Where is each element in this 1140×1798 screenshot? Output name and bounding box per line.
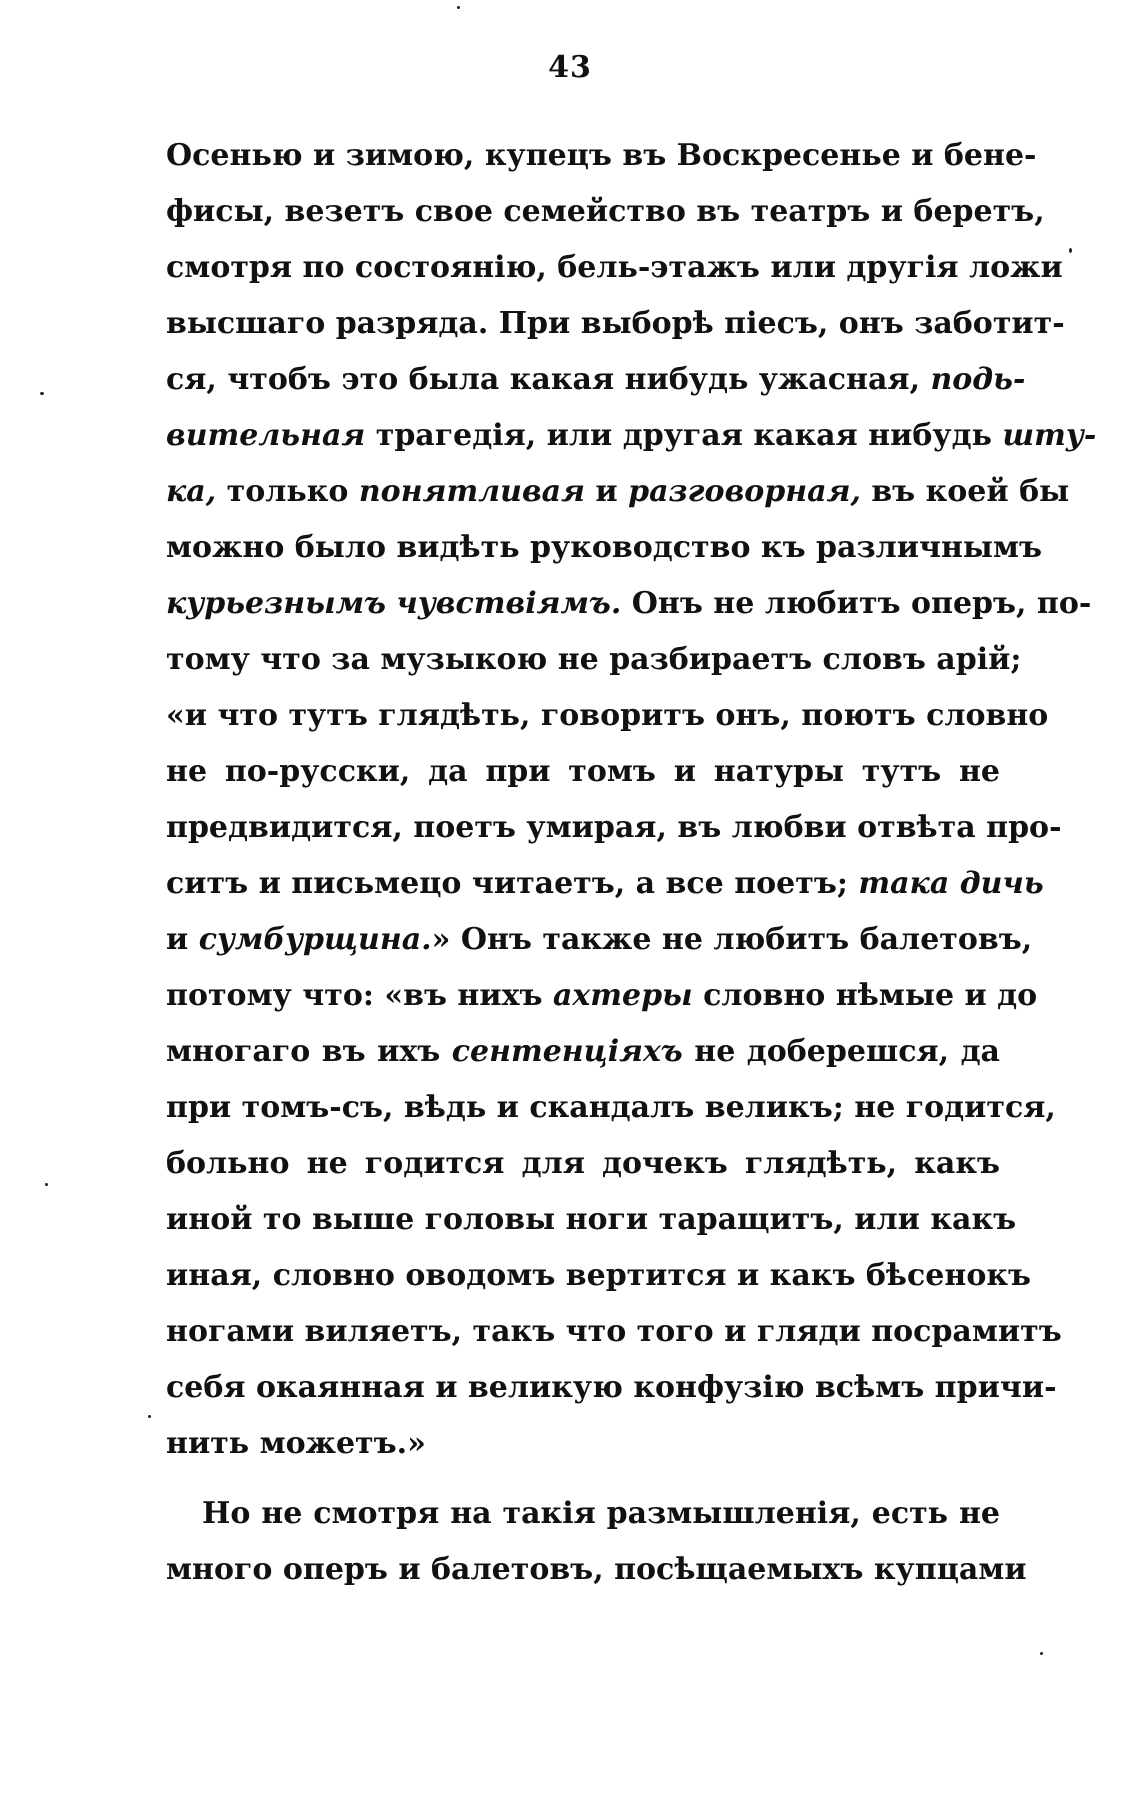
text-line [166, 1136, 1000, 1192]
text-line [166, 352, 1026, 408]
text-line [166, 632, 1022, 688]
text-line [166, 1304, 1062, 1360]
text-run: иной то выше головы ноги таращитъ, или какъ [166, 1202, 1017, 1237]
text-run: фисы, везетъ свое семейство въ театръ и беретъ, [166, 194, 1045, 229]
text-run: тому что за музыкою не разбираетъ словъ арій; [166, 642, 1022, 677]
text-run: Осенью и зимою, купецъ въ Воскресенье и бене- [166, 138, 1037, 173]
text-line [166, 184, 1045, 240]
text-line [166, 576, 1092, 632]
text-run: предвидится, поетъ умирая, въ любви отвѣта про- [166, 810, 1062, 845]
page-number: 43 [548, 50, 592, 85]
italic-text-run: ахтеры [552, 978, 693, 1013]
italic-text-run: сумбурщина. [198, 922, 432, 957]
italic-text-run: разговорная, [628, 474, 861, 509]
text-line [166, 800, 1062, 856]
italic-text-run: така дичь [858, 866, 1044, 901]
text-line [166, 1360, 1057, 1416]
scan-speck [1040, 1652, 1043, 1655]
italic-text-run: вительная [166, 418, 366, 453]
paragraph-gap [166, 1472, 1000, 1486]
scan-speck [1069, 248, 1072, 253]
text-run: «и что тутъ глядѣть, говоритъ онъ, поютъ словно [166, 698, 1049, 733]
text-run: не доберешся, да [682, 1034, 1000, 1069]
text-line [166, 240, 1063, 296]
italic-text-run: шту- [1002, 418, 1097, 453]
text-run: » Онъ также не любитъ балетовъ, [431, 922, 1033, 957]
italic-text-run: понятливая [358, 474, 585, 509]
text-line [166, 688, 1049, 744]
text-run: только [216, 474, 359, 509]
text-run: смотря по состоянію, бель-этажъ или другія ложи [166, 250, 1063, 285]
text-line [166, 856, 1044, 912]
text-run: Онъ не любитъ оперъ, по- [621, 586, 1092, 621]
text-run: не по-русски, да при томъ и натуры тутъ не [166, 754, 1000, 789]
text-run: себя окаянная и великую конфузію всѣмъ причи- [166, 1370, 1057, 1405]
text-run: нить можетъ.» [166, 1426, 426, 1461]
text-line [166, 464, 1070, 520]
text-run: Но не смотря на такія размышленія, есть не [202, 1496, 1000, 1531]
text-run: словно нѣмые и до [692, 978, 1038, 1013]
text-line [166, 128, 1037, 184]
text-run: многаго въ ихъ [166, 1034, 452, 1069]
scan-speck [40, 392, 44, 395]
text-run: въ коей бы [860, 474, 1070, 509]
text-line [166, 296, 1065, 352]
text-run: и [584, 474, 629, 509]
italic-text-run: под [930, 362, 994, 397]
text-line [166, 1416, 1000, 1472]
text-line [166, 912, 1033, 968]
scan-speck [45, 1183, 48, 1186]
text-run: больно не годится для дочекъ глядѣть, какъ [166, 1146, 1000, 1181]
text-run: при томъ-съ, вѣдь и скандалъ великъ; не годится, [166, 1090, 1056, 1125]
text-line [166, 744, 1000, 800]
text-run: и [166, 922, 199, 957]
italic-text-run: сентенціяхъ [451, 1034, 683, 1069]
italic-text-run: курьезнымъ чувствіямъ. [166, 586, 622, 621]
text-line [166, 1192, 1017, 1248]
scan-speck [457, 6, 460, 9]
text-run: потому что: «въ нихъ [166, 978, 553, 1013]
text-line [166, 1080, 1056, 1136]
scan-speck [148, 1415, 151, 1418]
text-line [166, 1024, 1000, 1080]
text-line [166, 1542, 1027, 1598]
text-line [166, 520, 1043, 576]
body-text [166, 128, 1097, 1598]
text-line [166, 408, 1097, 464]
text-run: иная, словно оводомъ вертится и какъ бѣсенокъ [166, 1258, 1032, 1293]
text-line [166, 968, 1038, 1024]
text-run: ся, чтобъ это была какая нибудь ужасная, [166, 362, 931, 397]
text-run: трагедія, или другая какая нибудь [365, 418, 1003, 453]
italic-text-run: ь- [993, 362, 1026, 397]
text-line [166, 1486, 1000, 1542]
italic-text-run: ка, [166, 474, 217, 509]
text-run: много оперъ и балетовъ, посѣщаемыхъ купцами [166, 1552, 1027, 1587]
text-line [166, 1248, 1032, 1304]
text-run: можно было видѣть руководство къ различнымъ [166, 530, 1043, 565]
text-run: ситъ и письмецо читаетъ, а все поетъ; [166, 866, 859, 901]
text-run: ногами виляетъ, такъ что того и гляди посрамитъ [166, 1314, 1062, 1349]
text-run: высшаго разряда. При выборѣ піесъ, онъ заботит- [166, 306, 1065, 341]
